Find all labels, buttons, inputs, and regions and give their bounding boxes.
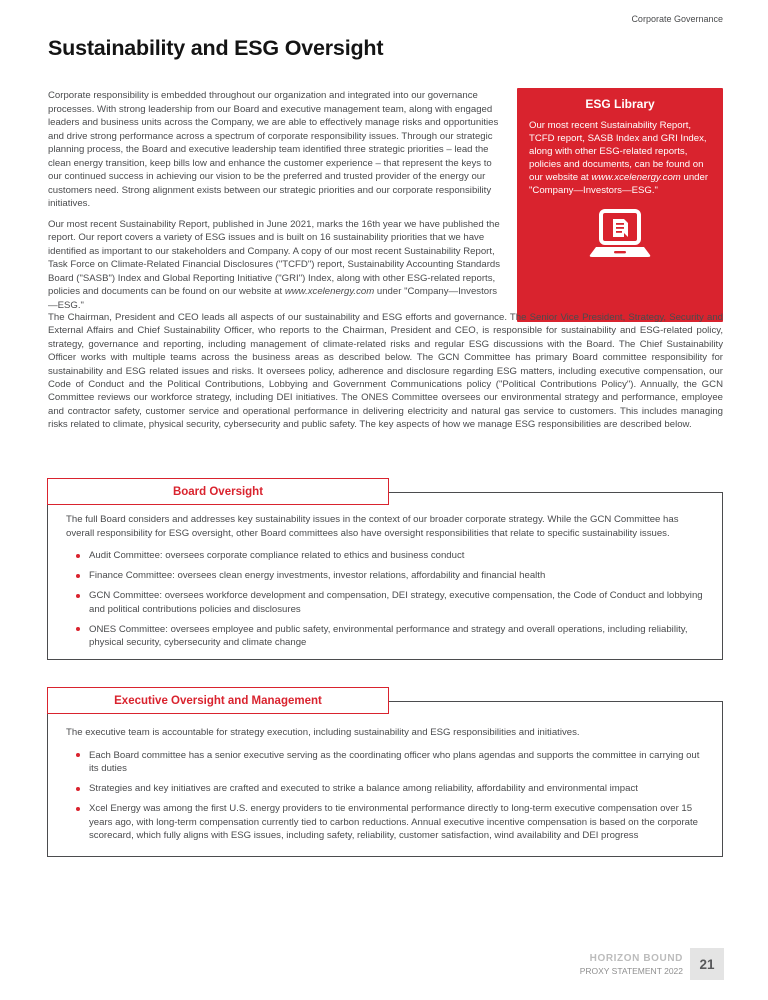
esg-library-title: ESG Library	[585, 97, 655, 111]
bullet-icon	[76, 787, 80, 791]
intro-paragraph-2	[48, 218, 506, 313]
callout-text: under "Company—Investors—ESG."	[529, 172, 709, 196]
page-title: Sustainability and ESG Oversight	[48, 36, 384, 60]
esg-library-body	[529, 119, 711, 197]
bullet-icon	[76, 554, 80, 558]
esg-library-callout	[517, 88, 723, 322]
bullet-icon	[76, 627, 80, 631]
page-number-badge: 21	[690, 948, 724, 980]
list-item-text: Audit Committee: oversees corporate compliance related to ethics and business conduct	[89, 550, 465, 561]
list-item	[76, 589, 704, 616]
board-oversight-intro: The full Board considers and addresses key sustainability issues in the context of our broader corporate strategy. While the GCN Committee has overall responsibility for ESG oversight, other Board committees also have oversight responsibilities that relate to specific sustainability issues.	[66, 514, 679, 539]
list-item-text: Strategies and key initiatives are crafted and executed to strike a balance among reliability, affordability and environmental impact	[89, 783, 638, 794]
list-item	[76, 749, 704, 776]
bullet-icon	[76, 753, 80, 757]
footer-text	[580, 953, 683, 976]
list-item-text: Xcel Energy was among the first U.S. energy providers to tie environmental performance directly to long-term executive compensation over 15 years ago, with long-term compensation currently tied to carbon reductions. Annual executive incentive compensation is based on the corporate scorecard, which fully aligns with ESG issues, including safety, reliability, customer satisfaction, wind availability and DEI progress	[89, 803, 699, 841]
esg-icon-container	[529, 209, 711, 272]
website-link[interactable]: www.xcelenergy.com	[591, 172, 681, 183]
intro-paragraph-1: Corporate responsibility is embedded throughout our organization and integrated into our governance processes. With strong leadership from our Board and executive management team, along with engaged leaders and business units across the Company, we are able to effectively manage risks and opportunities and drive strong performance across a spectrum of corporate responsibility issues. Through our strategic planning process, the Board and executive leadership team identified three strategic priorities – lead the clean energy transition, keep bills low and enhance the customer experience – that represent the keys to our continued success in achieving our vision to be the preferred and trusted provider of the energy our customers need. Strong alignment exists between our strategic priorities and our corporate responsibility initiatives.	[48, 90, 499, 209]
list-item	[76, 623, 704, 650]
bullet-icon	[76, 574, 80, 578]
list-item-text: GCN Committee: oversees workforce development and compensation, DEI strategy, executive compensation, the Code of Conduct and lobbying and political contributions policies and disclosures	[89, 590, 703, 615]
footer-subtitle: PROXY STATEMENT 2022	[579, 965, 683, 976]
list-item-text: Finance Committee: oversees clean energy investments, investor relations, affordability and financial health	[89, 570, 546, 581]
callout-text: Our most recent Sustainability Report, TCFD report, SASB Index and GRI Index, along with other ESG-related reports, policies and documents, can be found on our website at	[529, 120, 707, 183]
governance-paragraph: The Chairman, President and CEO leads all aspects of our sustainability and ESG efforts and governance. The Senior Vice President, Strategy, Security and External Affairs and Chief Sustainability Officer, who reports to the Chairman, President and CEO, is responsible for sustainability and ESG-related policy, strategy, governance and reporting, including management of climate-related risks and regular ESG discussions with the Board. The Chief Sustainability Officer works with multiple teams across the business areas as described below. The GCN Committee has primary Board committee responsibility for sustainability and ESG related issues and risks. It oversees policy, adherence and disclosure regarding ESG matters, including executive compensation, our Code of Conduct and the Political Contributions, Lobbying and Government Communications policy ("Political Contributions Policy"). Annually, the GCN Committee reviews our workforce strategy, including DEI initiatives. The ONES Committee oversees our environmental strategy and performance, employee and contractor safety, customer service and operational performance in delivering electricity and natural gas service to customers. This includes managing risks related to climate, physical security, cybersecurity and public safety. The key aspects of how we manage ESG responsibilities are described below.	[48, 312, 723, 431]
executive-oversight-list	[66, 749, 704, 843]
page-footer	[580, 948, 724, 980]
laptop-document-icon	[584, 209, 656, 272]
executive-oversight-intro: The executive team is accountable for strategy execution, including sustainability and ESG responsibilities and initiatives.	[66, 727, 580, 738]
list-item-text: ONES Committee: oversees employee and public safety, environmental performance and strategy and overall operations, including reliability, physical security, cybersecurity and climate change	[89, 623, 688, 648]
list-item	[76, 569, 704, 583]
bullet-icon	[76, 594, 80, 598]
footer-brand: HORIZON BOUND	[589, 952, 683, 964]
paragraph-text: under "Company—Investors—ESG."	[48, 286, 498, 311]
breadcrumb: Corporate Governance	[631, 14, 723, 24]
paragraph-text: Our most recent Sustainability Report, published in June 2021, marks the 16th year we have published the report. Our report covers a variety of ESG issues and is built on 16 sustainability priorities that we have identified as important to our stakeholders and Company. A copy of our most recent Sustainability Report, Task Force on Climate-Related Financial Disclosures ("TCFD") report, Sustainability Accounting Standards Board ("SASB") Index and Global Reporting Initiative ("GRI") Index, along with other ESG-related reports, policies and documents can be found on our website at	[48, 218, 501, 297]
intro-column	[48, 89, 506, 319]
board-oversight-list	[66, 549, 704, 650]
board-oversight-heading: Board Oversight	[47, 478, 389, 505]
bullet-icon	[76, 807, 80, 811]
list-item	[76, 782, 704, 796]
website-link[interactable]: www.xcelenergy.com	[284, 286, 375, 297]
list-item	[76, 802, 704, 843]
executive-oversight-box	[47, 701, 723, 857]
list-item	[76, 549, 704, 563]
executive-oversight-heading: Executive Oversight and Management	[47, 687, 389, 714]
board-oversight-box	[47, 492, 723, 660]
list-item-text: Each Board committee has a senior executive serving as the coordinating officer who plans agendas and supports the committee in carrying out its duties	[89, 749, 700, 774]
